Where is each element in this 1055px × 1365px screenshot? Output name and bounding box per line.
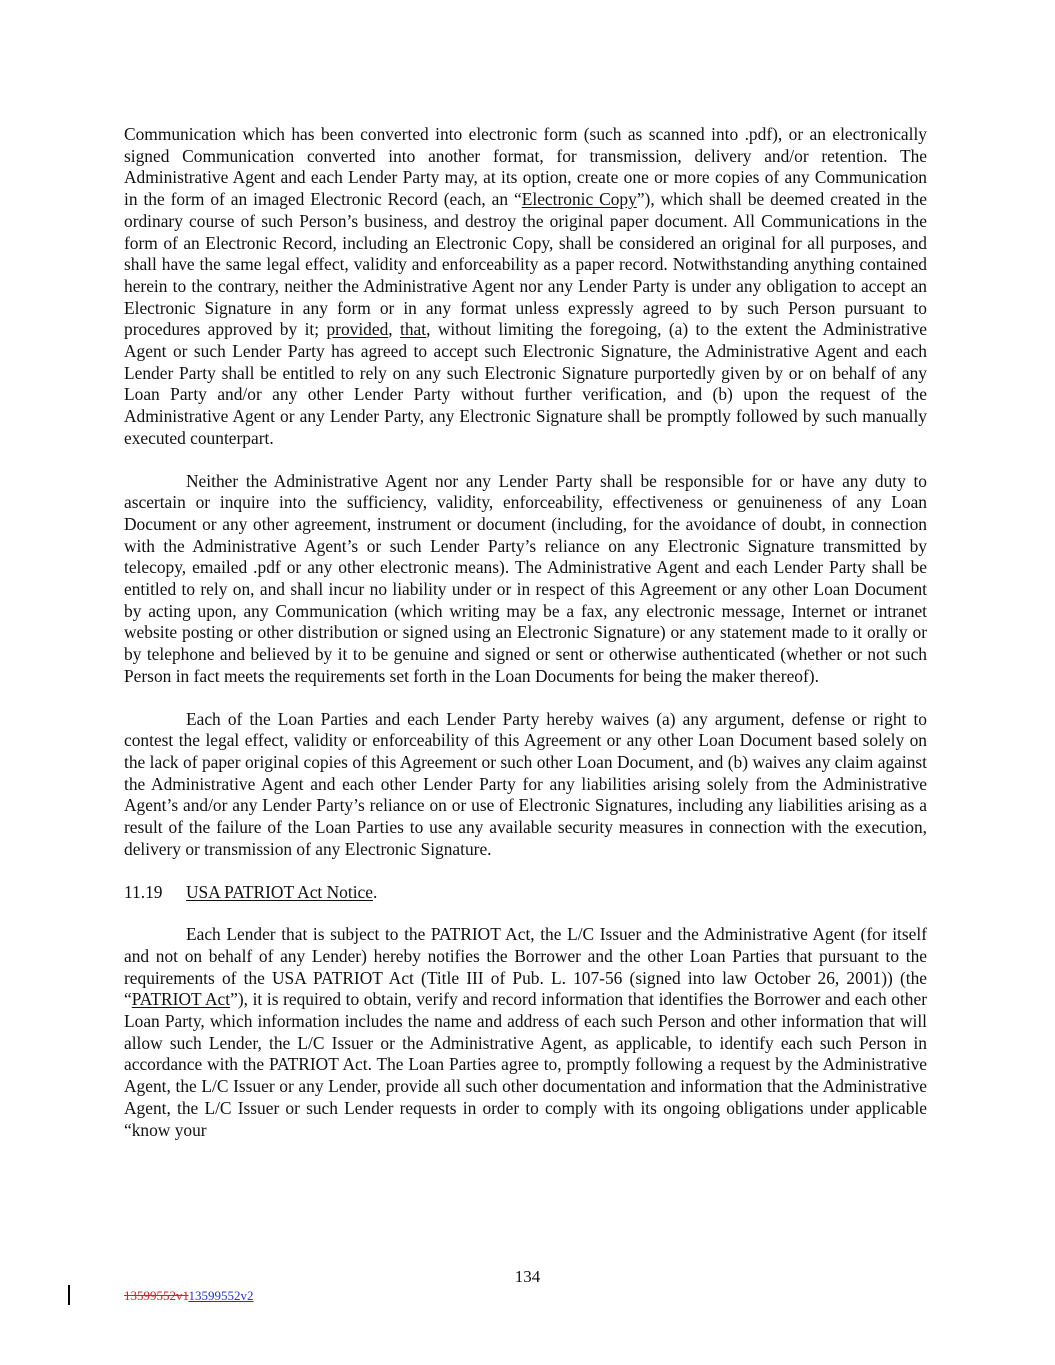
- defined-term-patriot-act: PATRIOT Act: [131, 989, 231, 1010]
- document-id-footer: [124, 1288, 254, 1304]
- paragraph-patriot-act: Each Lender that is subject to the PATRIOT Act, the L/C Issuer and the Administrative Agent (for itself and not on behalf of any Lender) hereby notifies the Borrower and the other Loan Parties that pursuant to the requirements of the USA PATRIOT Act (Title III of Pub. L. 107-56 (signed into law October 26, 2001)) (the “PATRIOT Act”), it is required to obtain, verify and record information that identifies the Borrower and each other Loan Party, which information includes the name and address of each such Person and other information that will allow such Lender, the L/C Issuer or the Administrative Agent, as applicable, to identify each such Person in accordance with the PATRIOT Act. The Loan Parties agree to, promptly following a request by the Administrative Agent, the L/C Issuer or any Lender, provide all such other documentation and information that the Administrative Agent, the L/C Issuer or such Lender requests in order to comply with its ongoing obligations under applicable “know your: [124, 924, 927, 1140]
- paragraph-electronic-copy: Communication which has been converted into electronic form (such as scanned into .pdf), or an electronically signed Communication converted into another format, for transmission, delivery and/or retention. The Administrative Agent and each Lender Party may, at its option, create one or more copies of any Communication in the form of an imaged Electronic Record (each, an “Electronic Copy”), which shall be deemed created in the ordinary course of such Person’s business, and destroy the original paper document. All Communications in the form of an Electronic Record, including an Electronic Copy, shall be considered an original for all purposes, and shall have the same legal effect, validity and enforceability as a paper record. Notwithstanding anything contained herein to the contrary, neither the Administrative Agent nor any Lender Party is under any obligation to accept an Electronic Signature in any form or in any format unless expressly agreed to by such Person pursuant to procedures approved by it; provided, that, without limiting the foregoing, (a) to the extent the Administrative Agent or such Lender Party has agreed to accept such Electronic Signature, the Administrative Agent and each Lender Party shall be entitled to rely on any such Electronic Signature purportedly given by or on behalf of any Loan Party and/or any other Lender Party without further verification, and (b) upon the request of the Administrative Agent or any Lender Party, any Electronic Signature shall be promptly followed by such manually executed counterpart.: [124, 124, 927, 448]
- section-title: USA PATRIOT Act Notice: [186, 881, 373, 902]
- deleted-doc-id: 13599552v1: [124, 1288, 189, 1303]
- paragraph-no-duty: Neither the Administrative Agent nor any Lender Party shall be responsible for or have any duty to ascertain or inquire into the sufficiency, validity, enforceability, effectiveness or genuineness of any Loan Document or any other agreement, instrument or document (including, for the avoidance of doubt, in connection with the Administrative Agent’s or such Lender Party’s reliance on any Electronic Signature transmitted by telecopy, emailed .pdf or any other electronic means). The Administrative Agent and each Lender Party shall be entitled to rely on, and shall incur no liability under or in respect of this Agreement or any other Loan Document by acting upon, any Communication (which writing may be a fax, any electronic message, Internet or intranet website posting or other distribution or signed using an Electronic Signature) or any statement made to it orally or by telephone and believed by it to be genuine and signed or sent or otherwise authenticated (whether or not such Person in fact meets the requirements set forth in the Loan Documents for being the maker thereof).: [124, 470, 927, 686]
- inserted-doc-id: 13599552v2: [188, 1288, 254, 1303]
- section-heading: 11.19 USA PATRIOT Act Notice.: [124, 881, 378, 902]
- defined-term-electronic-copy: Electronic Copy: [521, 189, 637, 210]
- section-number: 11.19: [124, 881, 163, 902]
- document-body: [124, 124, 927, 1141]
- that-term: that: [400, 319, 427, 340]
- change-bar: [68, 1285, 70, 1305]
- page-number: 134: [514, 1267, 541, 1286]
- provided-term: provided: [326, 319, 389, 340]
- paragraph-waiver: Each of the Loan Parties and each Lender Party hereby waives (a) any argument, defense or right to contest the legal effect, validity or enforceability of this Agreement or any other Loan Document based solely on the lack of paper original copies of this Agreement or such other Loan Document, and (b) waives any claim against the Administrative Agent and each other Lender Party for any liabilities arising solely from the Administrative Agent’s and/or any Lender Party’s reliance on or use of Electronic Signatures, including any liabilities arising as a result of the failure of the Loan Parties to use any available security measures in connection with the execution, delivery or transmission of any Electronic Signature.: [124, 708, 927, 859]
